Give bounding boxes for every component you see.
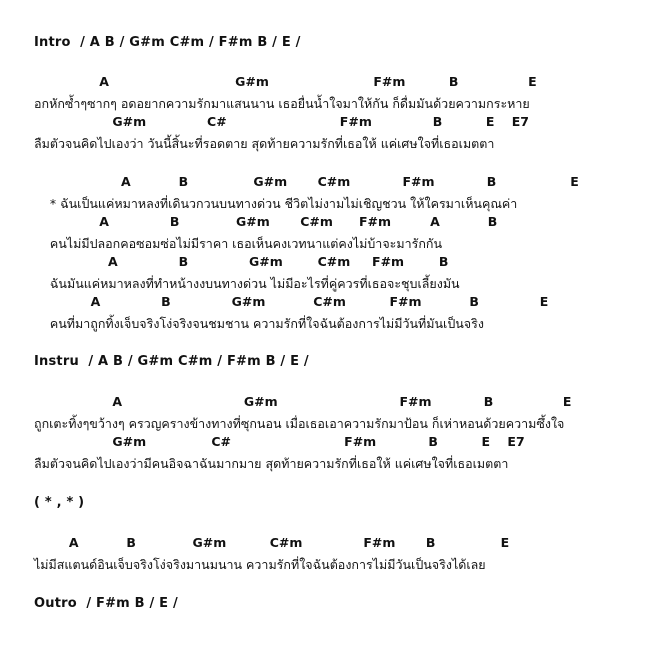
chorus-chords-4: A B G#m C#m F#m B E <box>34 294 549 309</box>
chorus-chords-1: A B G#m C#m F#m B E <box>34 174 579 189</box>
verse1-chords-2: G#m C# F#m B E E7 <box>34 114 530 129</box>
chorus-lyric-4: คนที่มาถูกทิ้งเจ็บจริงโง่จริงจนชมชาน ความรักที่ใจฉันต้องการไม่มีวันที่มันเป็นจริง <box>34 316 484 331</box>
chorus-chords-3: A B G#m C#m F#m B <box>34 254 449 269</box>
intro-line: Intro / A B / G#m C#m / F#m B / E / <box>34 35 301 50</box>
outro-line: Outro / F#m B / E / <box>34 596 178 611</box>
repeat-marker: ( * , * ) <box>34 495 85 510</box>
verse2-lyric-1: ถูกเตะทิ้งๆขว้างๆ ครวญครางข้างทางที่ซุกนอน เมื่อเธอเอาความรักมาป้อน ก็เห่าหอนด้วยความซึ้งใจ <box>34 416 565 431</box>
chorus-lyric-1: * ฉันเป็นแค่หมาหลงที่เดินวกวนบนทางด่วน ชีวิตไม่งามไม่เชิญชวน ให้ใครมาเห็นคุณค่า <box>34 196 518 211</box>
chorus-chords-2: A B G#m C#m F#m A B <box>34 214 498 229</box>
verse2-chords-2: G#m C# F#m B E E7 <box>34 434 525 449</box>
verse2-chords-1: A G#m F#m B E <box>34 394 572 409</box>
instru-line: Instru / A B / G#m C#m / F#m B / E / <box>34 354 309 369</box>
verse1-chords-1: A G#m F#m B E <box>34 74 537 89</box>
verse1-lyric-2: ลืมตัวจนคิดไปเองว่า วันนี้สิ้นะที่รอดตาย สุดท้ายความรักที่เธอให้ แค่เศษใจที่เธอเมตตา <box>34 136 495 151</box>
ending-lyric: ไม่มีสแตนด์อินเจ็บจริงโง่จริงมานมนาน ความรักที่ใจฉันต้องการไม่มีวันเป็นจริงได้เลย <box>34 557 486 572</box>
ending-chords: A B G#m C#m F#m B E <box>34 535 510 550</box>
chorus-lyric-3: ฉันมันแค่หมาหลงที่ทำหน้างงบนทางด่วน ไม่มีอะไรที่คู่ควรที่เธอจะชุบเลี้ยงมัน <box>34 276 460 291</box>
verse2-lyric-2: ลืมตัวจนคิดไปเองว่ามีคนอิจฉาฉันมากมาย สุดท้ายความรักที่เธอให้ แค่เศษใจที่เธอเมตตา <box>34 456 509 471</box>
verse1-lyric-1: อกหักซ้ำๆซากๆ อดอยากความรักมาแสนนาน เธอยื่นน้ำใจมาให้กัน ก็ดื่มมันด้วยความกระหาย <box>34 96 530 111</box>
chorus-lyric-2: คนไม่มีปลอกคอซอมซ่อไม่มีราคา เธอเห็นคงเวทนาแต่คงไม่บ้าจะมารักกัน <box>34 236 443 251</box>
